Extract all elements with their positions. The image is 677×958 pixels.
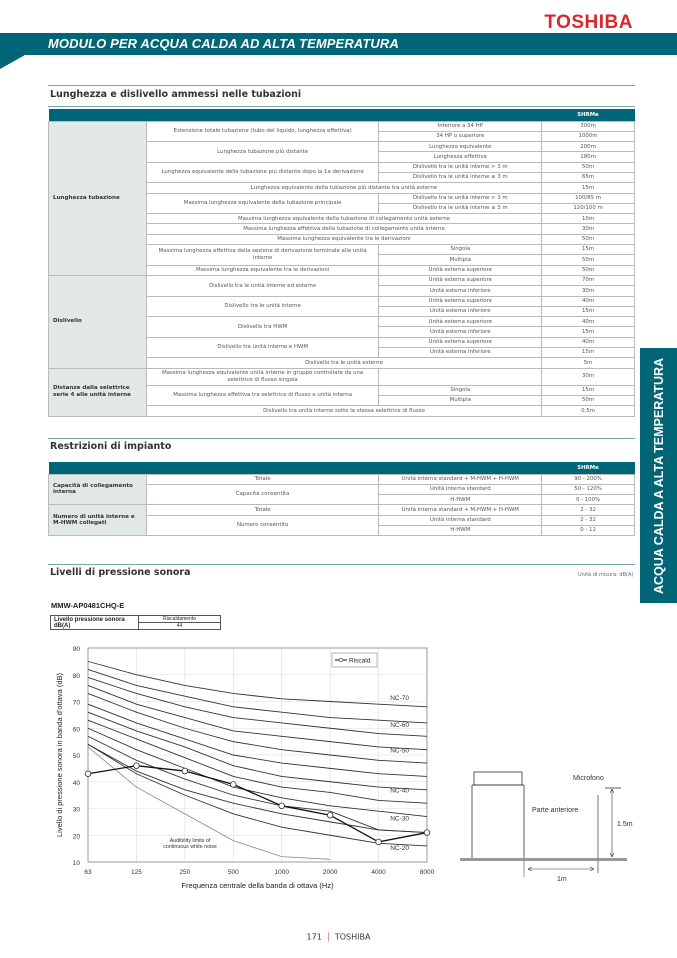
data-point <box>376 839 382 845</box>
cond-cell: Lunghezza equivalente <box>379 142 542 152</box>
cond-cell: Unità interna standard <box>379 515 542 525</box>
piping-table <box>48 109 635 417</box>
footer-brand: TOSHIBA <box>334 932 371 942</box>
y-tick-label: 30 <box>72 806 80 814</box>
category-cell: Lunghezza tubazione <box>49 121 147 275</box>
y-tick-label: 50 <box>72 753 80 760</box>
x-tick-label: 1000 <box>274 869 289 876</box>
model-name: MMW-AP0481CHQ-E <box>51 601 125 610</box>
nc-label: NC-60 <box>390 721 409 729</box>
cond-cell: Dislivello tra le unità interne > 3 m <box>379 193 542 203</box>
cond-cell: Inferiore a 34 HP <box>379 121 542 131</box>
floor <box>460 858 627 861</box>
microphone-label: Microfono <box>573 775 604 782</box>
audibility-label: continuous white noise <box>163 843 217 850</box>
nc-label: NC-50 <box>390 747 409 755</box>
item-cell: Totale <box>146 474 379 484</box>
audibility-label: Audibility limits of <box>169 837 211 844</box>
value-cell: 15m <box>542 348 635 358</box>
y-tick-label: 70 <box>72 699 80 707</box>
y-tick-label: 20 <box>72 833 80 841</box>
item-cell: Dislivello tra le unità interne ed esterne <box>146 275 379 296</box>
item-cell: Lunghezza tubazione più distante <box>146 142 379 163</box>
column-header: SHRMe <box>542 462 635 474</box>
item-cell: Numero consentito <box>146 515 379 536</box>
item-cell: Lunghezza equivalente della tubazione più distante tra unità esterne <box>146 183 541 193</box>
page-number: 171 <box>306 932 322 942</box>
distance-label: 1m <box>557 876 567 883</box>
nc-label: NC-70 <box>390 695 409 703</box>
item-cell: Dislivello tra unità interne e HWM <box>146 337 379 358</box>
value-cell: 5m <box>542 358 635 368</box>
page-title: MODULO PER ACQUA CALDA AD ALTA TEMPERATURA <box>48 36 399 51</box>
item-cell: Massima lunghezza equivalente della tubazione principale <box>146 193 379 214</box>
y-axis-label: Livello di pressione sonora in banda d'ottava (dB) <box>55 672 64 838</box>
y-tick-label: 60 <box>72 726 80 734</box>
cond-cell: Unità esterna inferiore <box>379 286 542 296</box>
value-cell: 50m <box>542 162 635 172</box>
value-cell: 15m <box>542 385 635 395</box>
data-point <box>182 768 188 774</box>
table-row <box>49 121 635 131</box>
cond-cell: Unità esterna superiore <box>379 317 542 327</box>
category-cell: Capacità di collegamento interna <box>49 474 147 505</box>
cond-cell: Singola <box>379 385 542 395</box>
value-cell: 1000m <box>542 131 635 141</box>
category-cell: Numero di unità interne e M-HWM collegati <box>49 505 147 536</box>
value-cell: 30m <box>542 286 635 296</box>
x-tick-label: 4000 <box>371 869 386 876</box>
y-tick-label: 40 <box>72 779 80 787</box>
value-cell: 15m <box>542 183 635 193</box>
item-cell: Massima lunghezza effettiva della tubazione di collegamento unità interne <box>146 224 541 234</box>
cond-cell <box>379 368 542 385</box>
value-cell: 40m <box>542 317 635 327</box>
section-rule <box>48 438 635 439</box>
section-rule <box>48 106 635 107</box>
value-cell: 30m <box>542 368 635 385</box>
cond-cell: Unità interna standard + M-HWM + H-HWM <box>379 474 542 484</box>
front-label: Parte anteriore <box>532 807 579 814</box>
item-cell: Massima lunghezza effettiva della sezione di derivazione terminale alle unità interne <box>146 245 379 266</box>
value-cell: 15m <box>542 245 635 255</box>
data-point <box>424 830 430 836</box>
value-cell: 300m <box>542 121 635 131</box>
measurement-diagram <box>455 765 635 885</box>
cond-cell: H-HWM <box>379 525 542 535</box>
cond-cell: Unità interna standard + M-HWM + H-HWM <box>379 505 542 515</box>
data-point <box>134 763 140 769</box>
brand-logo: TOSHIBA <box>544 12 633 33</box>
cond-cell: Dislivello tra le unità interne ≤ 3 m <box>379 203 542 213</box>
value-cell: 15m <box>542 327 635 337</box>
value-cell: 50m <box>542 265 635 275</box>
side-tab-label: ACQUA CALDA A ALTA TEMPERATURA <box>651 357 666 594</box>
x-tick-label: 250 <box>179 869 191 876</box>
value-cell: 50m <box>542 255 635 265</box>
section-title-sound: Livelli di pressione sonora <box>50 567 191 578</box>
item-cell: Lunghezza equivalente della tubazione più distante dopo la 1a derivazione <box>146 162 379 183</box>
item-cell: Massima lunghezza equivalente unità interne in gruppo controllate da una selettrice di flusso singola <box>146 368 379 385</box>
cond-cell: Dislivello tra le unità interne > 3 m <box>379 162 542 172</box>
cond-cell: Multipla <box>379 395 542 405</box>
value-cell: 0,5m <box>542 406 635 416</box>
cond-cell: Unità esterna inferiore <box>379 348 542 358</box>
value-cell: 2 - 32 <box>542 505 635 515</box>
nc-label: NC-40 <box>390 787 409 795</box>
item-cell: Dislivello tra le unità interne <box>146 296 379 317</box>
item-cell: Capacità consentita <box>146 484 379 505</box>
value-cell: 65m <box>542 172 635 182</box>
item-cell: Totale <box>146 505 379 515</box>
nc-chart <box>40 640 490 900</box>
value-cell: 40m <box>542 337 635 347</box>
item-cell: Massima lunghezza equivalente tra le derivazioni <box>146 234 541 244</box>
category-cell: Dislivello <box>49 275 147 368</box>
cond-cell: Dislivello tra le unità interne ≤ 3 m <box>379 172 542 182</box>
cond-cell: Lunghezza effettiva <box>379 152 542 162</box>
side-tab <box>640 348 677 603</box>
unit-top <box>474 772 522 785</box>
item-cell: Massima lunghezza equivalente della tubazione di collegamento unità esterne <box>146 214 541 224</box>
item-cell: Dislivello tra le unità esterne <box>146 358 541 368</box>
value-cell: 30m <box>542 224 635 234</box>
units-label: Unità di misura: dB(A) <box>578 572 634 578</box>
item-cell: Dislivello tra HWM <box>146 317 379 338</box>
cond-cell: Multipla <box>379 255 542 265</box>
value-cell: 200m <box>542 142 635 152</box>
nc-label: NC-20 <box>390 844 409 852</box>
cond-cell: Unità esterna inferiore <box>379 306 542 316</box>
value-cell: 120/100 m <box>542 203 635 213</box>
item-cell: Estensione totale tubazione (tubo del liquido, lunghezza effettiva) <box>146 121 379 142</box>
data-point <box>85 771 91 777</box>
cond-cell: Singola <box>379 245 542 255</box>
sound-label: Livello pressione sonora dB(A) <box>51 616 139 630</box>
unit-body <box>472 785 524 859</box>
table-header-row <box>49 109 635 121</box>
sound-value: 44 <box>139 623 221 630</box>
section-rule <box>48 85 635 86</box>
y-tick-label: 10 <box>72 860 80 867</box>
value-cell: 180m <box>542 152 635 162</box>
value-cell: 100/85 m <box>542 193 635 203</box>
cond-cell: Unità esterna inferiore <box>379 327 542 337</box>
value-cell: 10m <box>542 214 635 224</box>
value-cell: 0 - 100% <box>542 495 635 505</box>
table-row <box>49 368 635 385</box>
cond-cell: Unità esterna superiore <box>379 296 542 306</box>
value-cell: 2 - 32 <box>542 515 635 525</box>
cond-cell: Unità esterna superiore <box>379 337 542 347</box>
data-point <box>230 782 236 788</box>
table-row <box>49 474 635 484</box>
sound-col-header: Riscaldamento <box>139 616 221 623</box>
y-tick-label: 90 <box>72 646 80 653</box>
x-axis-label: Frequenza centrale della banda di ottava (Hz) <box>181 881 334 890</box>
item-cell: Massima lunghezza equivalente tra le derivazioni <box>146 265 379 275</box>
value-cell: 0 - 12 <box>542 525 635 535</box>
header-wedge <box>0 55 25 69</box>
restrictions-table <box>48 462 635 536</box>
cond-cell: 34 HP o superiore <box>379 131 542 141</box>
x-tick-label: 2000 <box>322 869 338 876</box>
data-point <box>279 803 285 809</box>
value-cell: 70m <box>542 275 635 285</box>
table-header-row <box>49 462 635 474</box>
table-row <box>49 275 635 285</box>
column-header: SHRMe <box>542 109 635 121</box>
sound-table <box>50 615 221 630</box>
data-point <box>327 812 333 818</box>
nc-curve <box>88 661 427 706</box>
value-cell: 50m <box>542 234 635 244</box>
value-cell: 15m <box>542 306 635 316</box>
item-cell: Dislivello tra unità interne sotto la stessa selettrice di flusso <box>146 406 541 416</box>
cond-cell: Unità esterna superiore <box>379 265 542 275</box>
cond-cell: H-HWM <box>379 495 542 505</box>
x-tick-label: 63 <box>84 869 92 876</box>
item-cell: Massima lunghezza effettiva tra selettrice di flusso e unità interna <box>146 385 379 406</box>
value-cell: 90 - 200% <box>542 474 635 484</box>
y-tick-label: 80 <box>72 672 80 680</box>
footer <box>0 932 677 942</box>
x-tick-label: 8000 <box>419 869 435 876</box>
section-rule <box>48 564 635 565</box>
footer-separator <box>328 932 329 942</box>
legend-label: Riscald. <box>349 657 373 665</box>
table-row <box>49 505 635 515</box>
height-label: 1.5m <box>617 821 633 828</box>
value-cell: 50 - 120% <box>542 484 635 494</box>
legend-marker <box>339 658 343 662</box>
section-title-piping: Lunghezza e dislivello ammessi nelle tubazioni <box>50 89 302 100</box>
cond-cell: Unità interna standard <box>379 484 542 494</box>
x-tick-label: 500 <box>227 869 239 876</box>
x-tick-label: 125 <box>130 869 142 876</box>
nc-label: NC-30 <box>390 815 409 823</box>
series-line <box>88 766 427 842</box>
value-cell: 50m <box>542 395 635 405</box>
category-cell: Distanze dalla selettrice serie 4 alle unità interne <box>49 368 147 416</box>
cond-cell: Unità esterna superiore <box>379 275 542 285</box>
value-cell: 40m <box>542 296 635 306</box>
section-title-restrictions: Restrizioni di impianto <box>50 441 172 452</box>
